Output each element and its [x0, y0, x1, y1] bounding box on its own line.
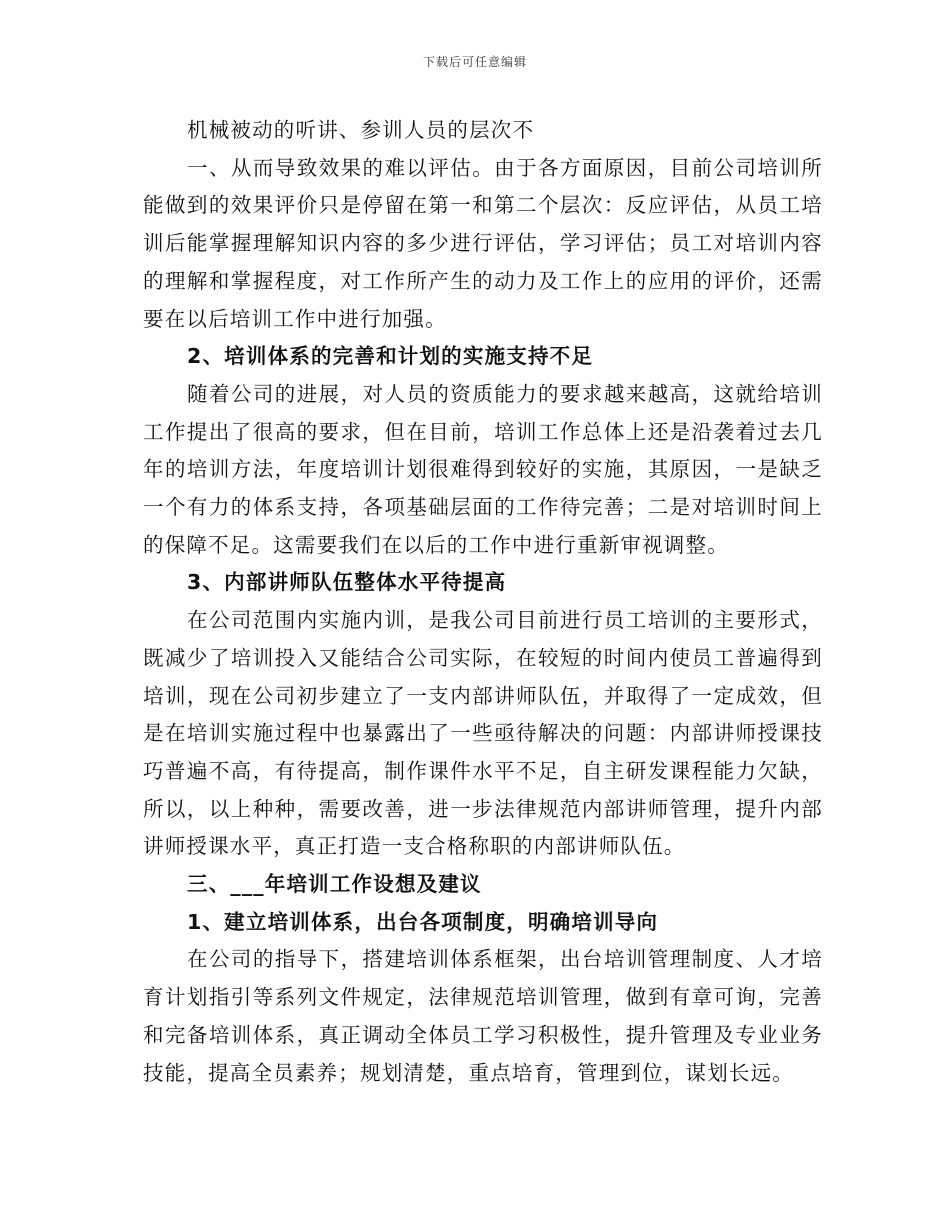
paragraph: 随着公司的进展，对人员的资质能力的要求越来越高，这就给培训工作提出了很高的要求，但在目前，培训工作总体上还是沿袭着过去几年的培训方法，年度培训计划很难得到较好的实施，其原因，一是缺乏一个有力的体系支持，各项基础层面的工作待完善；二是对培训时间上的保障不足。这需要我们在以后的工作中进行重新审视调整。: [143, 381, 823, 557]
section-heading: 3、内部讲师队伍整体水平待提高: [187, 570, 507, 595]
page-header: 下载后可任意编辑: [422, 55, 527, 69]
paragraph: 机械被动的听讲、参训人员的层次不: [187, 118, 535, 142]
section-heading: 1、建立培训体系，出台各项制度，明确培训导向: [187, 909, 659, 934]
section-heading: 2、培训体系的完善和计划的实施支持不足: [187, 344, 594, 369]
document-body: [143, 112, 823, 1092]
section-heading: 三、___年培训工作设想及建议: [187, 872, 482, 897]
paragraph: 一、从而导致效果的难以评估。由于各方面原因，目前公司培训所能做到的效果评价只是停留在第一和第二个层次：反应评估，从员工培训后能掌握理解知识内容的多少进行评估，学习评估；员工对培训内容的理解和掌握程度，对工作所产生的动力及工作上的应用的评价，还需要在以后培训工作中进行加强。: [143, 155, 823, 331]
paragraph: 在公司的指导下，搭建培训体系框架，出台培训管理制度、人才培育计划指引等系列文件规定，法律规范培训管理，做到有章可询，完善和完备培训体系，真正调动全体员工学习积极性，提升管理及专业业务技能，提高全员素养；规划清楚，重点培育，管理到位，谋划长远。: [143, 947, 823, 1085]
paragraph: 在公司范围内实施内训，是我公司目前进行员工培训的主要形式，既减少了培训投入又能结合公司实际，在较短的时间内使员工普遍得到培训，现在公司初步建立了一支内部讲师队伍，并取得了一定成效，但是在培训实施过程中也暴露出了一些亟待解决的问题：内部讲师授课技巧普遍不高，有待提高，制作课件水平不足，自主研发课程能力欠缺，所以，以上种种，需要改善，进一步法律规范内部讲师管理，提升内部讲师授课水平，真正打造一支合格称职的内部讲师队伍。: [143, 608, 823, 859]
